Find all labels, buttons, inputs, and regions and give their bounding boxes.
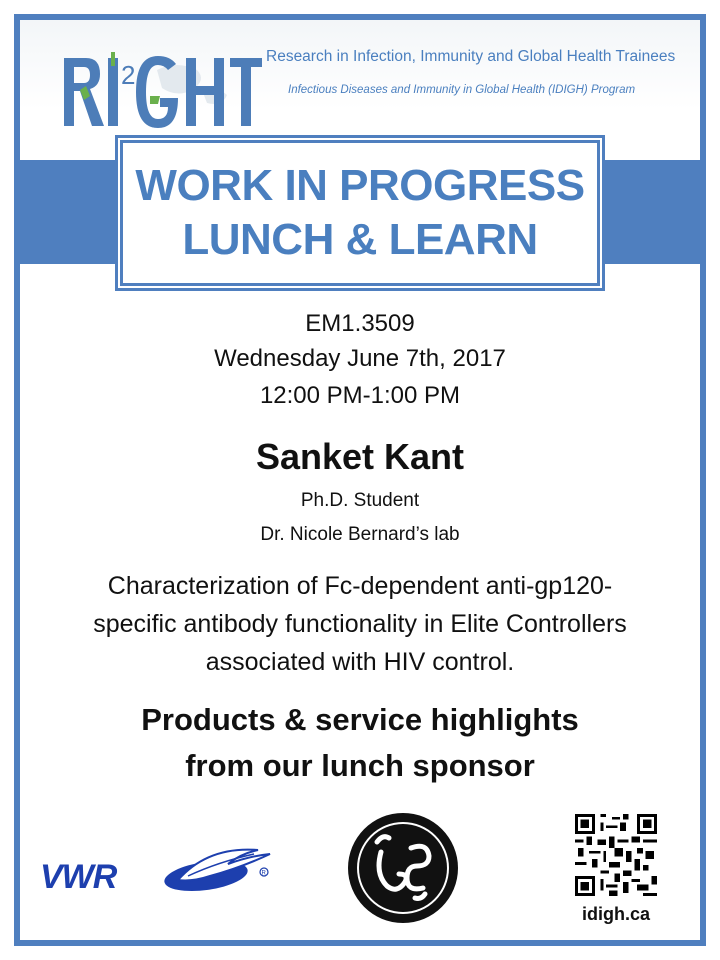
event-time: 12:00 PM-1:00 PM [259,382,461,409]
talk-title-line2: specific antibody functionality in Elite Controllers [93,610,627,638]
event-title-box [120,140,600,286]
vwr-logo [38,846,276,898]
talk-title [0,567,720,681]
svg-text:R: R [261,870,266,877]
talk-title-line1: Characterization of Fc-dependent anti-gp120- [107,572,613,600]
sponsor-heading-line2: from our lunch sponsor [185,748,535,783]
speaker-role: Ph.D. Student [300,490,420,511]
sponsor-heading [0,697,720,789]
svg-text:2: 2 [121,60,136,90]
event-date: Wednesday June 7th, 2017 [214,345,506,372]
qr-label: idigh.ca [581,904,650,924]
event-title-line1: WORK IN PROGRESS [135,161,585,210]
ri2ght-logo [62,50,262,134]
talk-title-line3: associated with HIV control. [205,648,515,676]
sponsor-heading-line1: Products & service highlights [141,702,579,737]
header-title: Research in Infection, Immunity and Global Health Trainees [266,48,676,65]
event-title-line2: LUNCH & LEARN [182,215,538,264]
speaker-lab: Dr. Nicole Bernard’s lab [260,524,460,545]
qr-code [575,814,657,896]
ge-logo [347,812,459,924]
svg-text:VWR: VWR [40,858,117,896]
header [20,20,700,148]
header-subtitle: Infectious Diseases and Immunity in Global Health (IDIGH) Program [288,84,636,96]
speaker-name: Sanket Kant [255,436,465,477]
event-room: EM1.3509 [305,310,415,337]
